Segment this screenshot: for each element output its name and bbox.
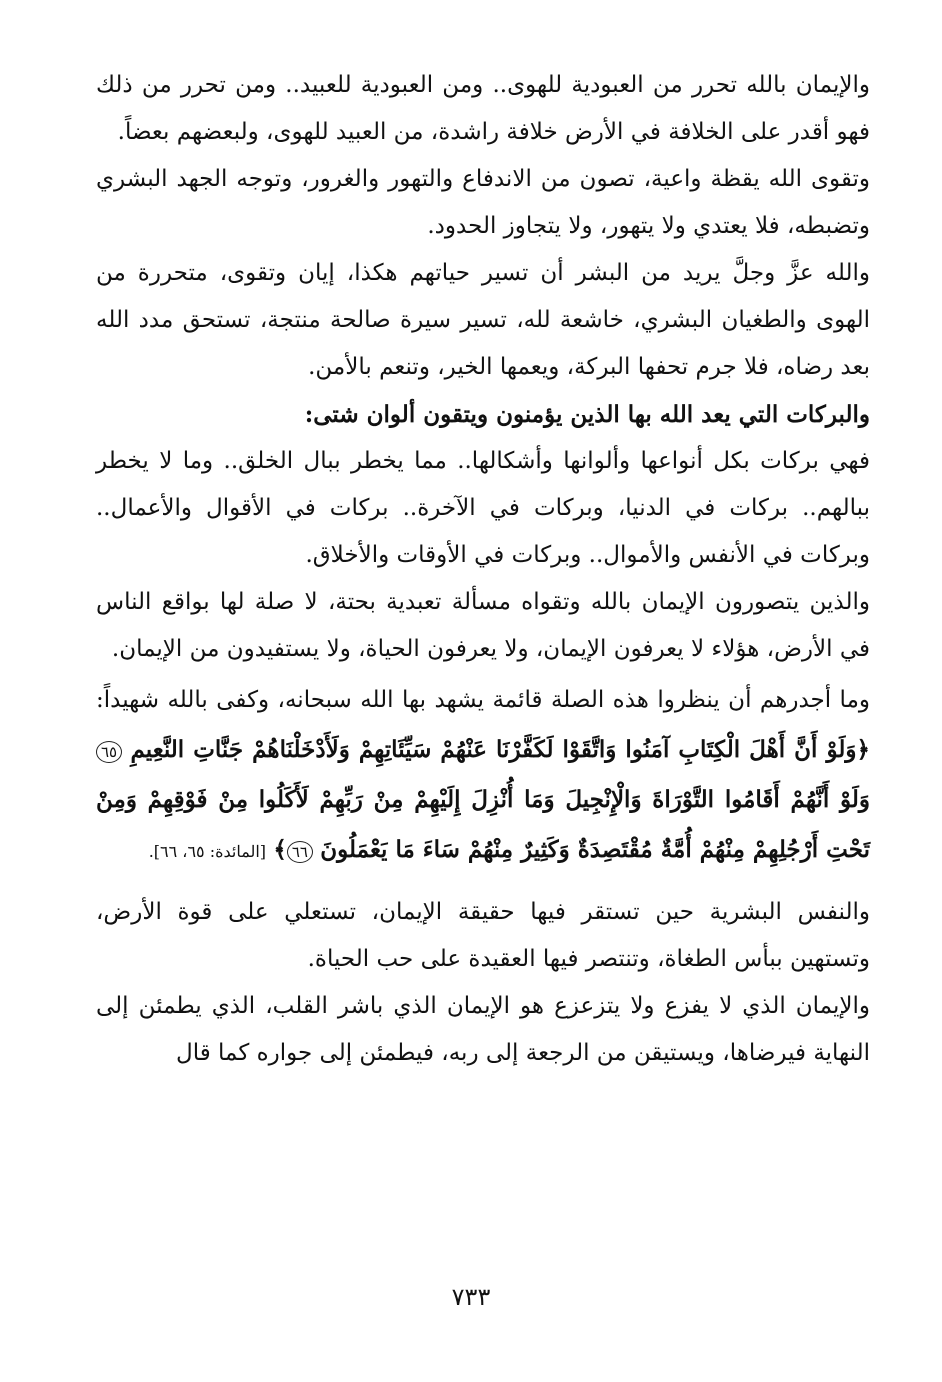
paragraph-iman-freedom: والإيمان بالله تحرر من العبودية للهوى.. ومن العبودية للعبيد.. ومن تحرر من ذلك فهو أقدر على الخلافة في الأرض خلافة راشدة، من العبيد للهوى، ولبعضهم بعضاً. [96, 72, 870, 145]
page-number: ٧٣٣ [451, 1283, 491, 1311]
verse-number-65: ٦٥ [96, 741, 122, 763]
paragraph-quran-quote [96, 675, 870, 877]
verse-66: وَلَوْ أَنَّهُمْ أَقَامُوا التَّوْرَاةَ وَالْإِنْجِيلَ وَمَا أُنْزِلَ إِلَيْهِمْ مِنْ رَبِّهِمْ لَأَكَلُوا مِنْ فَوْقِهِمْ وَمِنْ تَحْتِ أَرْجُلِهِمْ مِنْهُمْ أُمَّةٌ مُقْتَصِدَةٌ وَكَثِيرٌ مِنْهُمْ سَاءَ مَا يَعْمَلُونَ [96, 786, 870, 863]
verse-number-66: ٦٦ [287, 841, 313, 863]
page-body [96, 62, 870, 1077]
paragraph-divine-will: والله عزَّ وجلَّ يريد من البشر أن تسير حياتهم هكذا، إيان وتقوى، متحررة من الهوى والطغيان البشري، خاشعة لله، تسير سيرة صالحة منتجة، تستحق مدد الله بعد رضاه، فلا جرم تحفها البركة، ويعمها الخير، وتنعم بالأمن. [96, 260, 870, 380]
ornate-open-bracket: ﴿ [856, 736, 870, 763]
ornate-close-bracket: ﴾ [273, 836, 287, 863]
verse-65: وَلَوْ أَنَّ أَهْلَ الْكِتَابِ آمَنُوا وَاتَّقَوْا لَكَفَّرْنَا عَنْهُمْ سَيِّئَاتِهِمْ وَلَأَدْخَلْنَاهُمْ جَنَّاتِ النَّعِيمِ [130, 736, 857, 763]
paragraph-taqwa: وتقوى الله يقظة واعية، تصون من الاندفاع والتهور والغرور، وتوجه الجهد البشري وتضبطه، فلا يعتدي ولا يتهور، ولا يتجاوز الحدود. [96, 166, 870, 239]
section-heading-blessings: والبركات التي يعد الله بها الذين يؤمنون ويتقون ألوان شتى: [304, 401, 870, 428]
paragraph-misconception: والذين يتصورون الإيمان بالله وتقواه مسألة تعبدية بحتة، لا صلة لها بواقع الناس في الأرض، هؤلاء لا يعرفون الإيمان، ولا يعرفون الحياة، ولا يستفيدون من الإيمان. [96, 589, 870, 662]
paragraph-blessing-types: فهي بركات بكل أنواعها وألوانها وأشكالها.. مما يخطر ببال الخلق.. وما لا يخطر ببالهم.. بركات في الدنيا، وبركات في الآخرة.. بركات في الأقوال والأعمال.. وبركات في الأنفس والأموال.. وبركات في الأوقات والأخلاق. [96, 448, 870, 568]
paragraph-steadfast-faith: والإيمان الذي لا يفزع ولا يتزعزع هو الإيمان الذي باشر القلب، الذي يطمئن إلى النهاية فيرضاها، ويستيقن من الرجعة إلى ربه، فيطمئن إلى جواره كما قال [96, 993, 870, 1066]
verse-reference: [المائدة: ٦٥، ٦٦]. [148, 842, 267, 861]
quran-intro: وما أجدرهم أن ينظروا هذه الصلة قائمة يشهد بها الله سبحانه، وكفى بالله شهيداً: [96, 687, 870, 713]
paragraph-human-soul: والنفس البشرية حين تستقر فيها حقيقة الإيمان، تستعلي على قوة الأرض، وتستهين ببأس الطغاة، وتنتصر فيها العقيدة على حب الحياة. [96, 899, 870, 972]
